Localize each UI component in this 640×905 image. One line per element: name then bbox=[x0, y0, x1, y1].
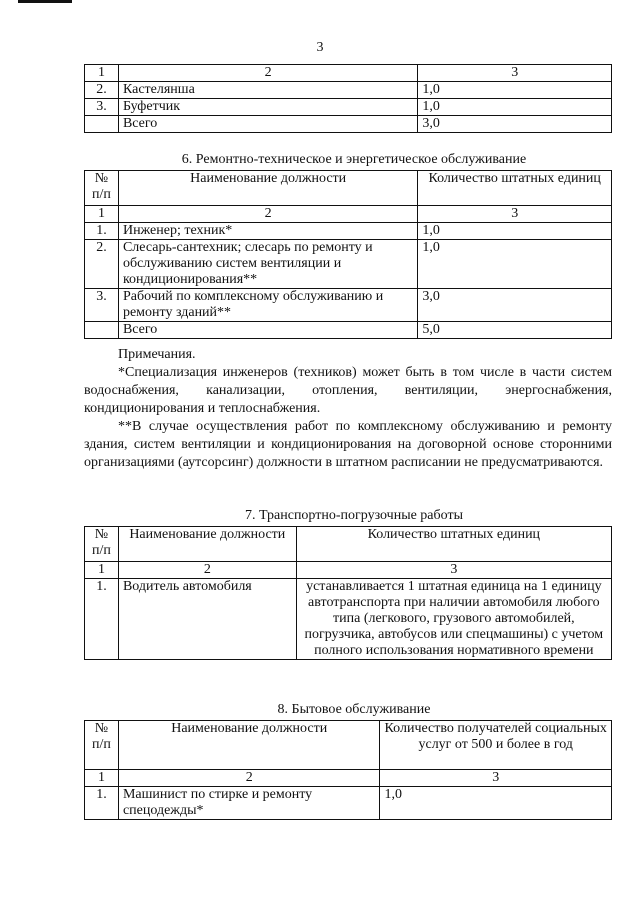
cell: Водитель автомобиля bbox=[118, 579, 296, 660]
table-row bbox=[85, 770, 612, 787]
cell: 3,0 bbox=[418, 116, 612, 133]
cell: 3 bbox=[418, 206, 612, 223]
column-header: Количество получателей социальных услуг от 500 и более в год bbox=[380, 721, 612, 770]
table-row bbox=[85, 116, 612, 133]
cell: Буфетчик bbox=[118, 99, 417, 116]
table-section-6 bbox=[84, 170, 612, 339]
cell: 1 bbox=[85, 65, 119, 82]
top-rule bbox=[18, 0, 72, 3]
table-row bbox=[85, 322, 612, 339]
cell: 1 bbox=[85, 206, 119, 223]
column-header: № п/п bbox=[85, 721, 119, 770]
cell: 3,0 bbox=[418, 289, 612, 322]
cell: 2. bbox=[85, 82, 119, 99]
notes-title: Примечания. bbox=[118, 347, 196, 362]
section-8-title: 8. Бытовое обслуживание bbox=[277, 702, 431, 717]
cell: 1,0 bbox=[418, 82, 612, 99]
cell: Всего bbox=[118, 322, 417, 339]
table-header-row bbox=[85, 527, 612, 562]
cell: устанавливается 1 штатная единица на 1 единицу автотранспорта при наличии автомобиля любого типа (легкового, грузового автомобилей, погрузчика, автобусов или спецмашины) с учетом полного использования нормативного времени bbox=[296, 579, 611, 660]
table-row bbox=[85, 99, 612, 116]
cell: 1. bbox=[85, 579, 119, 660]
cell: Машинист по стирке и ремонту спецодежды* bbox=[118, 787, 379, 820]
cell: 2 bbox=[118, 65, 417, 82]
cell: 1,0 bbox=[418, 99, 612, 116]
cell: 5,0 bbox=[418, 322, 612, 339]
table-row bbox=[85, 787, 612, 820]
column-header: Количество штатных единиц bbox=[296, 527, 611, 562]
table-row bbox=[85, 562, 612, 579]
column-header: № п/п bbox=[85, 527, 119, 562]
note-2: **В случае осуществления работ по комплексному обслуживанию и ремонту здания, систем вентиляции и кондиционирования на договорной основе сторонними организациями (аутсорсинг) должности в штатном расписании не предусматриваются. bbox=[84, 419, 612, 470]
cell: 3 bbox=[296, 562, 611, 579]
cell: 2 bbox=[118, 562, 296, 579]
cell: 1,0 bbox=[418, 240, 612, 289]
cell: 3 bbox=[418, 65, 612, 82]
cell: 3. bbox=[85, 99, 119, 116]
cell: 2 bbox=[118, 770, 379, 787]
page-number: 3 bbox=[316, 40, 324, 55]
section-7-title: 7. Транспортно-погрузочные работы bbox=[245, 508, 463, 523]
column-header: Наименование должности bbox=[118, 527, 296, 562]
table-header-row bbox=[85, 721, 612, 770]
table-row bbox=[85, 240, 612, 289]
column-header: Наименование должности bbox=[118, 721, 379, 770]
cell: Рабочий по комплексному обслуживанию и ремонту зданий** bbox=[118, 289, 417, 322]
cell: 1,0 bbox=[418, 223, 612, 240]
table-row bbox=[85, 289, 612, 322]
table-section-7 bbox=[84, 526, 612, 660]
cell bbox=[85, 116, 119, 133]
cell: 3. bbox=[85, 289, 119, 322]
column-header: Наименование должности bbox=[118, 171, 417, 206]
cell: 3 bbox=[380, 770, 612, 787]
column-header: Количество штатных единиц bbox=[418, 171, 612, 206]
cell: Кастелянша bbox=[118, 82, 417, 99]
cell bbox=[85, 322, 119, 339]
table-section-8 bbox=[84, 720, 612, 820]
column-header: № п/п bbox=[85, 171, 119, 206]
cell: 1. bbox=[85, 223, 119, 240]
note-1: *Специализация инженеров (техников) может быть в том числе в части систем водоснабжения, канализации, отопления, вентиляции, энергоснабжения, кондиционирования и теплоснабжения. bbox=[84, 365, 612, 416]
cell: 1 bbox=[85, 770, 119, 787]
section-6-title: 6. Ремонтно-техническое и энергетическое обслуживание bbox=[181, 152, 527, 167]
cell: Слесарь-сантехник; слесарь по ремонту и обслуживанию систем вентиляции и кондиционирования** bbox=[118, 240, 417, 289]
cell: Инженер; техник* bbox=[118, 223, 417, 240]
table-continued bbox=[84, 64, 612, 133]
cell: 2. bbox=[85, 240, 119, 289]
cell: 1,0 bbox=[380, 787, 612, 820]
table-header-row bbox=[85, 171, 612, 206]
table-row bbox=[85, 206, 612, 223]
table-row bbox=[85, 223, 612, 240]
cell: 2 bbox=[118, 206, 417, 223]
cell: 1. bbox=[85, 787, 119, 820]
cell: 1 bbox=[85, 562, 119, 579]
table-row bbox=[85, 82, 612, 99]
table-row bbox=[85, 65, 612, 82]
cell: Всего bbox=[118, 116, 417, 133]
table-row bbox=[85, 579, 612, 660]
